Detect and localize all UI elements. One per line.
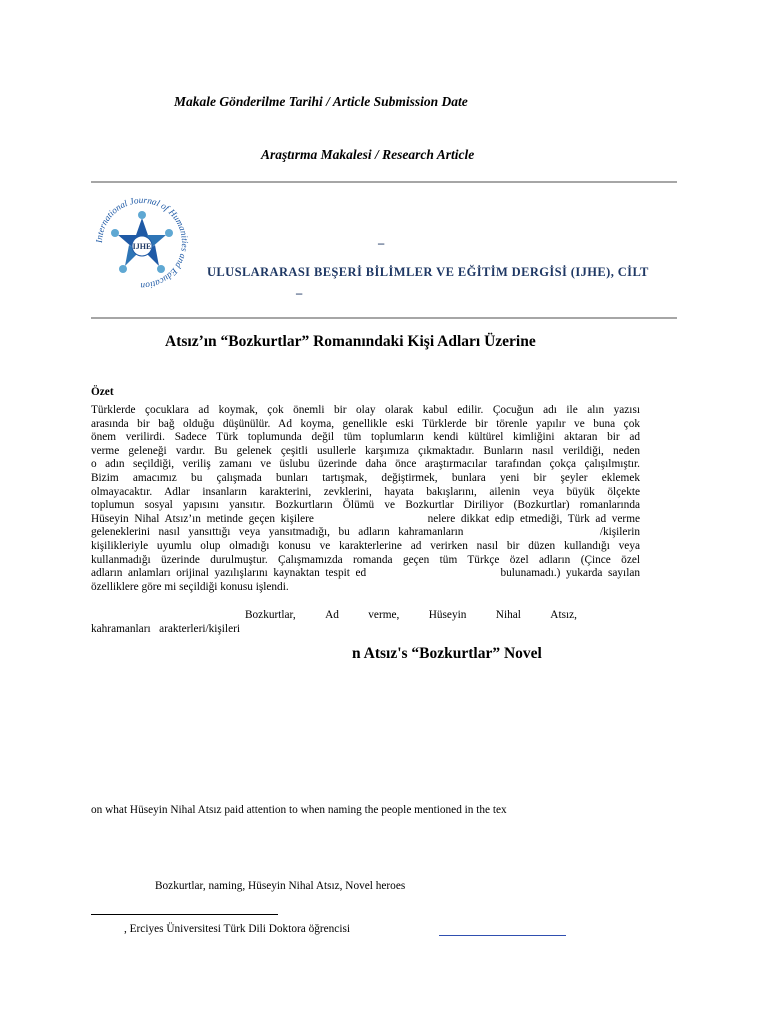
article-title-tr: Atsız’ın “Bozkurtlar” Romanındaki Kişi Adları Üzerine: [165, 333, 536, 350]
journal-logo: [89, 190, 195, 296]
abstract-line: verme geleneği vardır. Bu gelenek çeşitli usullerle karşımıza çıkmaktadır. Bunların nasıl verildiği, neden: [91, 444, 640, 457]
header-top-rule: [91, 181, 677, 183]
abstract-line: arasında bir bağ olduğu düşünülür. Ad koyma, genellikle eski Türklerde bir törenle yapılır ve buna çok: [91, 417, 640, 430]
keywords-en: Bozkurtlar, naming, Hüseyin Nihal Atsız, Novel heroes: [155, 880, 406, 892]
footnote-rule: [91, 914, 278, 915]
journal-dash-bottom: –: [296, 286, 303, 300]
keyword-tr: Bozkurtlar,: [245, 609, 296, 621]
abstract-line: kişilikleriyle uyumlu olup olmadığı konusu ve karakterlerine ad verirken nasıl bir düzen kullandığı veya: [91, 539, 640, 552]
logo-center-text: IJHE: [132, 242, 152, 251]
keyword-tr: verme,: [368, 609, 400, 621]
abstract-en-line: on what Hüseyin Nihal Atsız paid attention to when naming the people mentioned in the tex: [91, 804, 507, 816]
abstract-heading: Özet: [91, 386, 114, 398]
abstract-line: o adın seçildiği, veriliş zamanı ve üslubu üzerinde daha önce araştırmacılar tarafından çokça çalışılmıştır.: [91, 458, 640, 471]
article-title-en: n Atsız's “Bozkurtlar” Novel: [352, 645, 542, 662]
keyword-tr: Nihal: [495, 609, 521, 621]
abstract-line: kullanmadığı üzerinde durulmuştur. Çalışmamızda romanda geçen tüm Türkçe özel adların (Çince özel: [91, 553, 640, 566]
keyword-tr: Atsız,: [550, 609, 577, 621]
article-type-label: Araştırma Makalesi / Research Article: [261, 147, 475, 162]
abstract-line: Türklerde çocuklara ad koymak, çok önemli bir olay olarak kabul edilir. Çocuğun adı ile alın yazısı: [91, 404, 640, 416]
keyword-tr: Ad: [325, 609, 339, 621]
abstract-line: özelliklere göre mi seçildiği konusu işlendi.: [91, 580, 289, 593]
logo-ring-text: International Journal of Humanities and Education: [93, 194, 191, 292]
abstract-line: adların anlamları orijinal yazılışlarını kaynaktan tespit ed bulunamadı.) yukarda sayılan: [91, 567, 640, 580]
footnote-text: , Erciyes Üniversitesi Türk Dili Doktora öğrencisi: [124, 923, 350, 935]
header-bottom-rule: [91, 317, 677, 319]
abstract-line: olmayacaktır. Adlar insanların karakterini, zevklerini, hayata bakışlarını, ailenin veya büyük ölçekte: [91, 485, 640, 498]
footnote-email-link[interactable]: [439, 935, 566, 936]
abstract-line: geleneklerini nasıl yansıttığı veya yansıtmadığı, bu adların kahramanların /kişilerin: [91, 526, 640, 539]
journal-dash-top: –: [378, 236, 385, 250]
abstract-line: Hüseyin Nihal Atsız’ın metinde geçen kişilere nelere dikkat edip etmediği, Türk ad verme: [91, 512, 640, 525]
submission-date-label: Makale Gönderilme Tarihi / Article Submission Date: [174, 94, 468, 109]
journal-name: ULUSLARARASI BEŞERİ BİLİMLER VE EĞİTİM DERGİSİ (IJHE), CİLT: [207, 265, 649, 279]
keywords-tr-row: [245, 609, 577, 623]
abstract-line: önem verilirdi. Sadece Türk toplumunda değil tüm toplumların kendi kültürel kimliğini aktaran bir ad: [91, 431, 640, 444]
abstract-body: [91, 404, 640, 594]
abstract-line: toplumun sosyal yapısını yansıtır. Bozkurtların Ölümü ve Bozkurtlar Diriliyor (Bozkurtlar) romanlarında: [91, 499, 640, 512]
abstract-line: Bizim amacımız bu çalışmada bunları tartışmak, değiştirmek, bunlara yeni bir şeyler eklemek: [91, 471, 640, 484]
keywords-tr-line2: kahramanları arakterleri/kişileri: [91, 623, 240, 635]
keyword-tr: Hüseyin: [428, 609, 467, 621]
